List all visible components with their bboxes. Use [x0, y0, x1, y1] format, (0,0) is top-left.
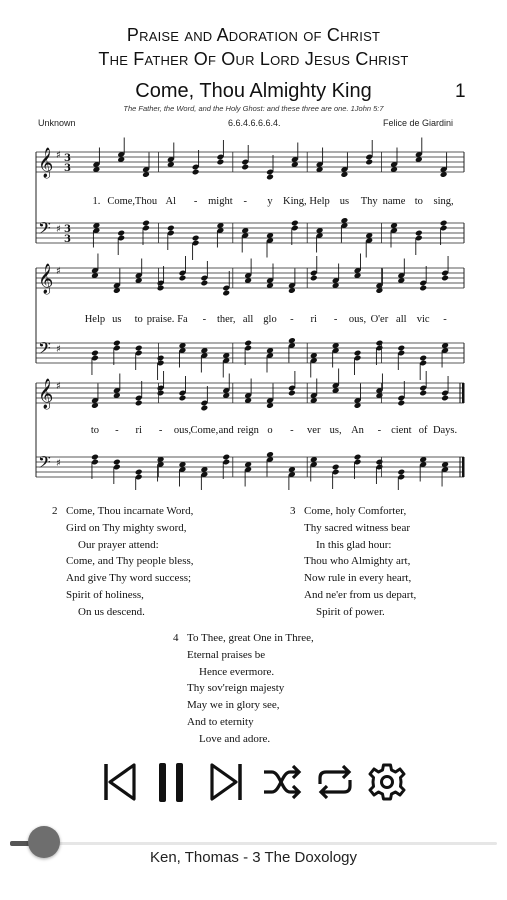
time-signature-icon: 3: [64, 163, 71, 174]
verse-line: Now rule in every heart,: [304, 572, 412, 585]
lyric-syllable: y: [267, 196, 273, 207]
previous-button[interactable]: [97, 758, 141, 806]
verse-line: And ne'er from us depart,: [304, 588, 417, 601]
lyric-syllable: sing,: [433, 196, 454, 207]
composer-credit: Felice de Giardini: [383, 118, 454, 128]
key-signature-icon: ♯: [56, 344, 61, 355]
lyric-syllable: reign: [237, 425, 259, 436]
verse-line: Spirit of holiness,: [66, 588, 144, 601]
verse-line: Thy sacred witness bear: [304, 521, 410, 534]
key-signature-icon: ♯: [56, 150, 61, 161]
lyric-syllable: -: [290, 425, 294, 436]
lyric-syllable: Days.: [432, 425, 458, 436]
lyric-syllable: ous,: [173, 425, 192, 436]
settings-button[interactable]: [365, 758, 409, 806]
lyric-syllable: ri: [310, 314, 317, 325]
lyric-syllable: King,: [282, 196, 307, 207]
lyric-syllable: -: [158, 425, 163, 436]
lyric-syllable: us,: [329, 425, 342, 436]
lyric-syllable: -: [202, 314, 207, 325]
lyric-syllable: -: [193, 196, 198, 207]
now-playing-label: Ken, Thomas - 3 The Doxology: [149, 849, 358, 866]
staff: [36, 218, 464, 245]
time-signature-icon: 3: [64, 234, 71, 245]
verse-line: Thou who Almighty art,: [304, 555, 411, 568]
key-signature-icon: ♯: [56, 224, 61, 235]
verse-line: And give Thy word success;: [66, 572, 192, 585]
verse-2: [52, 503, 194, 621]
lyric-syllable: -: [333, 314, 338, 325]
lyric-syllable: -: [290, 314, 294, 325]
verse-line: Gird on Thy mighty sword,: [66, 521, 187, 534]
category-line-1: Praise and Adoration of Christ: [126, 25, 381, 45]
lyric-syllable: of: [418, 425, 428, 436]
lyric-syllable: ther,: [216, 314, 236, 325]
verse-line: Eternal praises be: [187, 648, 266, 661]
progress-track[interactable]: [10, 842, 497, 845]
lyric-syllable: us: [339, 196, 350, 207]
key-signature-icon: ♯: [56, 381, 61, 392]
lyric-syllable: Come,: [190, 425, 219, 436]
verse-line: Come, Thou incarnate Word,: [66, 505, 194, 517]
lyric-syllable: o: [267, 425, 273, 436]
verse-line: Our prayer attend:: [78, 538, 159, 551]
verse-line: Spirit of power.: [316, 605, 385, 618]
lyric-syllable: O'er: [370, 314, 389, 325]
category-line-2: The Father Of Our Lord Jesus Christ: [98, 49, 409, 69]
lyric-syllable: to: [414, 196, 423, 207]
note-group: [91, 337, 449, 380]
shuffle-button[interactable]: [260, 758, 304, 806]
verse-line: Hence evermore.: [199, 665, 275, 678]
shuffle-icon: [260, 758, 304, 806]
key-signature-icon: ♯: [56, 266, 61, 277]
note-group: [92, 138, 447, 181]
lyric-syllable: praise.: [146, 314, 175, 325]
lyric-syllable: glo: [263, 314, 277, 325]
lyric-syllable: An: [351, 425, 364, 436]
lyric-syllable: all: [396, 314, 407, 325]
verse-line: Love and adore.: [199, 732, 271, 745]
verse-line: Come, and Thy people bless,: [66, 555, 194, 568]
note-group: [91, 369, 449, 412]
lyric-syllable: to: [134, 314, 143, 325]
time-signature-icon: 3: [64, 224, 71, 235]
verse-line: In this glad hour:: [316, 538, 392, 551]
lyric-syllable: all: [242, 314, 254, 325]
verse-number: 3: [290, 505, 296, 517]
lyric-syllable: Thy: [360, 196, 378, 207]
lyric-syllable: -: [443, 314, 447, 325]
previous-icon: [97, 758, 141, 806]
repeat-icon: [313, 758, 357, 806]
bass-clef-icon: 𝄢: [38, 218, 51, 242]
verse-4: [173, 630, 314, 748]
lyric-syllable: and: [218, 425, 234, 436]
verse-number: 4: [173, 632, 179, 644]
next-icon: [205, 758, 249, 806]
gear-icon: [365, 758, 409, 806]
lyric-syllable: Thou: [134, 196, 158, 207]
verse-line: And to eternity: [187, 715, 254, 728]
treble-clef-icon: 𝄞: [38, 148, 54, 178]
playback-controls: [95, 758, 415, 808]
scripture-reference: The Father, the Word, and the Holy Ghost: and these three are one. 1John 5:7: [123, 104, 384, 113]
meter: 6.6.4.6.6.6.4.: [228, 118, 281, 128]
lyric-syllable: us: [112, 314, 122, 325]
lyric-syllable: Come,: [107, 196, 136, 207]
key-signature-icon: ♯: [56, 458, 61, 469]
bass-clef-icon: 𝄢: [38, 338, 51, 362]
lyric-syllable: -: [243, 196, 247, 207]
lyric-syllable: Al: [165, 196, 177, 207]
lyric-syllable: name: [382, 196, 406, 207]
lyric-syllable: ous,: [348, 314, 367, 325]
lyric-syllable: ver: [307, 425, 321, 436]
lyric-syllable: cient: [391, 425, 412, 436]
lyric-syllable: ri: [135, 425, 142, 436]
author-credit: Unknown: [38, 118, 76, 128]
lyric-syllable: vic: [416, 314, 430, 325]
verse-line: On us descend.: [78, 605, 145, 618]
lyric-syllable: -: [115, 425, 119, 436]
song-title: Come, Thou Almighty King: [135, 80, 372, 102]
verse-line: May we in glory see,: [187, 699, 280, 712]
staff: [36, 147, 464, 179]
bass-clef-icon: 𝄢: [38, 452, 51, 476]
repeat-button[interactable]: [313, 758, 357, 806]
time-signature-icon: 3: [64, 153, 71, 164]
song-number: 1: [455, 81, 466, 102]
sheet-music-score: [0, 130, 507, 490]
lyric-syllable: to: [90, 425, 100, 436]
lyric-syllable: -: [377, 425, 382, 436]
verse-3: [290, 503, 416, 621]
lyric-syllable: Help: [84, 314, 106, 325]
verse-line: Thy sov'reign majesty: [187, 682, 285, 695]
note-group: [91, 254, 449, 297]
lyric-syllable: 1.: [92, 196, 101, 207]
next-button[interactable]: [205, 758, 249, 806]
verse-line: Come, holy Comforter,: [304, 505, 407, 517]
pause-button[interactable]: [150, 758, 194, 806]
lyric-syllable: Fa: [177, 314, 188, 325]
treble-clef-icon: 𝄞: [38, 379, 54, 409]
pause-icon: [150, 758, 194, 806]
note-group: [92, 217, 447, 260]
lyric-syllable: Help: [309, 196, 330, 207]
verse-number: 2: [52, 505, 58, 517]
lyric-syllable: might: [208, 196, 233, 207]
treble-clef-icon: 𝄞: [38, 264, 54, 294]
verse-line: To Thee, great One in Three,: [187, 632, 314, 644]
